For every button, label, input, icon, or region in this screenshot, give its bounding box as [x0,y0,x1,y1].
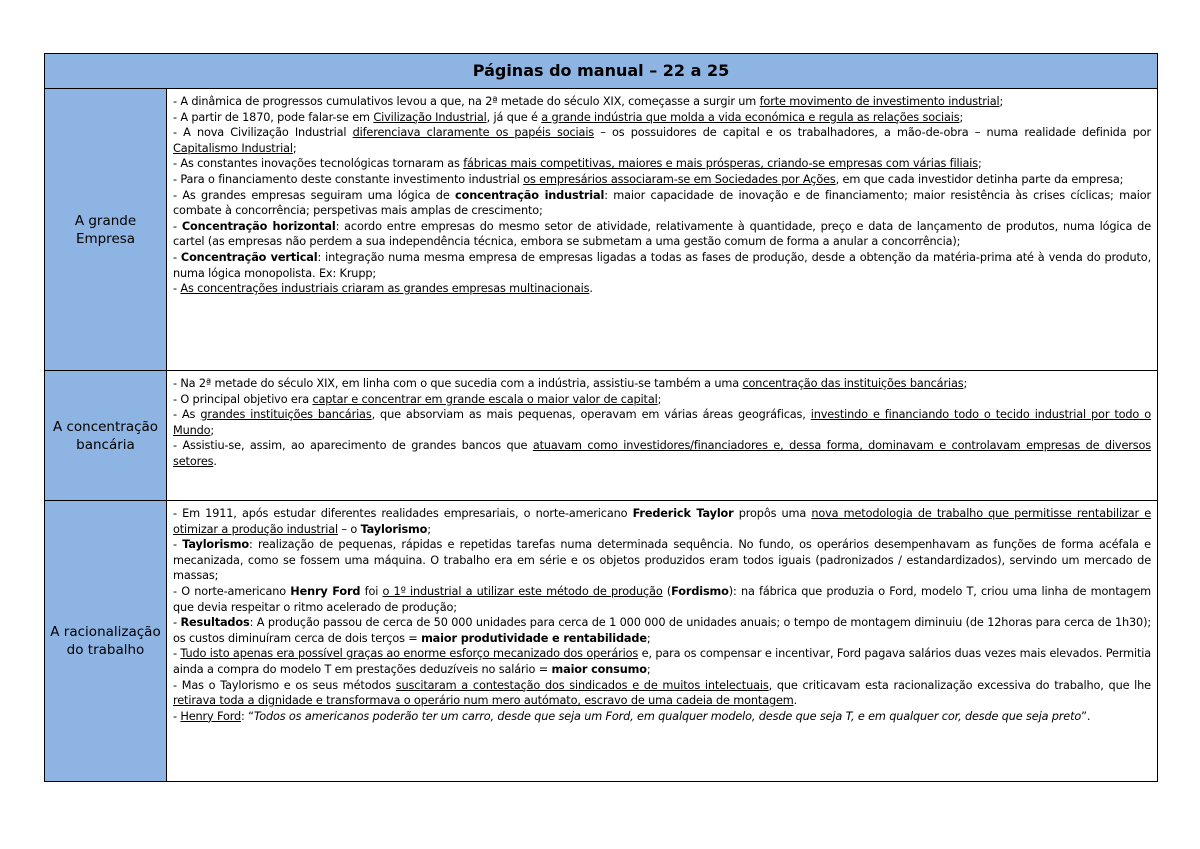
section-content [167,501,1157,781]
bullet-line [173,392,1151,408]
text-run: ; [646,631,651,645]
text-run: Resultados [180,616,250,630]
text-run: : realização de pequenas, rápidas e repetidas tarefas numa determinada sequência. No fundo, os operários desempenhavam as funções de forma acéfala e mecanizada, como se fossem uma máquina. O trabalho era em série e os objetos produzidos eram todos iguais (padronizados / estandardizados), servindo um mercado de massas; [173,538,1151,583]
text-run: ”. [1081,709,1091,723]
text-run: - [173,616,181,630]
text-run: - Mas o Taylorismo e os seus métodos [173,678,396,692]
text-run: - As constantes inovações tecnológicas tornaram as [173,157,464,171]
text-run: : integração numa mesma empresa de empresas ligadas a todas as fases de produção, desde a obtenção da matéria-prima até à venda do produto, numa lógica monopolista. Ex: Krupp; [173,250,1152,280]
text-run: ; [210,423,215,437]
text-run: : A produção passou de cerca de 50 000 unidades para cerca de 1 000 000 de unidades anuais; o tempo de montagem diminuiu (de 12horas para cerca de 1h30); os custos diminuíram cerca de dois terços = [173,616,1151,645]
text-run: ; [292,141,297,155]
text-run: - [173,282,181,296]
text-run: Tudo isto apenas era possível graças ao enorme esforço mecanizado dos operários [180,647,639,661]
text-run: - Em 1911, após estudar diferentes realidades empresariais, o norte-americano [173,507,633,520]
section-content [167,371,1157,500]
section-label: A grande Empresa [45,89,167,370]
text-run: Taylorismo [182,538,249,552]
text-run: ; [999,95,1004,108]
text-run: - [173,250,181,264]
bullet-line [173,506,1151,537]
text-run: nova metodologia de trabalho que permitisse rentabilizar e otimizar a produção industrial [173,507,1152,536]
bullet-line [173,110,1151,126]
text-run: concentração das instituições bancárias [742,377,964,390]
text-run: investindo e financiando todo o tecido industrial por todo o Mundo [173,408,1151,437]
bullet-line [173,438,1151,469]
text-run: . [793,694,798,708]
text-run: ; [427,522,431,536]
bullet-line [173,219,1151,250]
table-title: Páginas do manual – 22 a 25 [45,54,1157,89]
bullet-line [173,376,1151,392]
text-run: - A dinâmica de progressos cumulativos levou a que, na 2ª metade do século XIX, começasse a surgir um [173,95,760,108]
section-content [167,89,1157,370]
text-run: : acordo entre empresas do mesmo setor de atividade, relativamente à quantidade, preço e data de lançamento de produtos, numa lógica de cartel (as empresas não perdem a sua independência técnica, embora se submetam a uma gestão comum de forma a anular a concorrência); [173,219,1151,249]
bullet-line [173,94,1151,110]
text-run: propôs uma [733,507,812,520]
text-run: diferenciava claramente os papéis sociais [352,126,595,140]
text-run: As concentrações industriais criaram as grandes empresas multinacionais [180,282,590,296]
section-row-grande-empresa [45,89,1157,371]
text-run: Henry Ford [290,584,361,598]
text-run: grandes instituições bancárias [200,408,372,422]
bullet-line [173,250,1151,281]
text-run: Todos os americanos poderão ter um carro, desde que seja um Ford, em qualquer modelo, desde que seja T, e em qualquer cor, desde que seja preto [253,709,1082,723]
section-label: A concentração bancária [45,371,167,500]
text-run: - Assistiu-se, assim, ao aparecimento de grandes bancos que [173,439,533,453]
bullet-line [173,584,1151,615]
text-run: Taylorismo [360,522,428,536]
text-run: concentração industrial [455,188,605,202]
text-run: suscitaram a contestação dos sindicados e de muitos intelectuais [395,678,769,692]
text-run: - [173,219,182,233]
text-run: ): na fábrica que produzia o Ford, modelo T, criou uma linha de montagem que devia respeitar o ritmo acelerado de produção; [173,584,1151,614]
text-run: , que absorviam as mais pequenas, operavam em várias áreas geográficas, [371,408,811,422]
text-run: foi [360,584,383,598]
bullet-line [173,646,1151,677]
text-run: atuavam como investidores/financiadores e, dessa forma, dominavam e controlavam empresas de diversos setores [173,439,1151,468]
text-run: e, para os compensar e incentivar, Ford pagava salários duas vezes mais elevados. Permitia ainda a compra do modelo T em prestações deduzíveis no salário = [173,647,1152,676]
text-run: captar e concentrar em grande escala o maior valor de capital [312,392,658,406]
text-run: - [173,647,181,661]
text-run: : maior capacidade de inovação e de financiamento; maior resistência às crises cíclicas; maior combate à concorrência; perspetivas mais amplas de crescimento; [173,188,1151,218]
bullet-line [173,156,1151,172]
section-row-racionalizacao-trabalho [45,501,1157,781]
bullet-line [173,709,1151,725]
bullet-line [173,537,1151,584]
text-run: ; [646,662,651,676]
text-run: Fordismo [671,584,729,598]
text-run: - [173,538,183,552]
text-run: Concentração vertical [180,250,318,264]
text-run: Capitalismo Industrial [173,141,293,155]
bullet-line [173,407,1151,438]
text-run: Civilização Industrial [373,110,487,124]
text-run: forte movimento de investimento industrial [759,95,1000,108]
bullet-line [173,125,1151,156]
text-run: - Para o financiamento deste constante investimento industrial [173,172,524,186]
text-run: - As [173,408,201,422]
section-label: A racionalização do trabalho [45,501,167,781]
text-run: ; [977,157,982,171]
text-run: Concentração horizontal [181,219,336,233]
text-run: ; [959,110,964,124]
text-run: - A nova Civilização Industrial [173,126,353,140]
bullet-line [173,172,1151,188]
text-run: retirava toda a dignidade e transformava o operário num mero autómato, escravo de uma cadeia de montagem [173,694,794,708]
text-run: maior produtividade e rentabilidade [421,631,647,645]
text-run: – o [337,522,361,536]
text-run: - As grandes empresas seguiram uma lógica de [173,188,456,202]
text-run: ( [662,584,672,598]
text-run: - O principal objetivo era [173,392,313,406]
text-run: fábricas mais competitivas, maiores e mais prósperas, criando-se empresas com várias filiais [463,157,978,171]
text-run: , em que cada investidor detinha parte da empresa; [835,172,1124,186]
text-run: maior consumo [551,662,647,676]
text-run: : “ [241,709,254,723]
bullet-line [173,678,1151,709]
text-run: – os possuidores de capital e os trabalhadores, a mão-de-obra – numa realidade definida por [594,126,1151,140]
bullet-line [173,281,1151,297]
text-run: - Na 2ª metade do século XIX, em linha com o que sucedia com a indústria, assistiu-se também a uma [173,377,743,390]
text-run: ; [963,377,968,390]
text-run: . [589,282,593,296]
summary-table [44,53,1158,782]
text-run: - A partir de 1870, pode falar-se em [173,110,374,124]
text-run: - [173,709,181,723]
text-run: . [213,454,217,468]
text-run: Frederick Taylor [632,507,734,520]
bullet-line [173,615,1151,646]
text-run: os empresários associaram-se em Sociedades por Ações [523,172,836,186]
text-run: Henry Ford [180,709,242,723]
section-row-concentracao-bancaria [45,371,1157,501]
text-run: , que criticavam esta racionalização excessiva do trabalho, que lhe [768,678,1151,692]
text-run: o 1º industrial a utilizar este método de produção [382,584,663,598]
text-run: ; [657,392,662,406]
text-run: a grande indústria que molda a vida económica e regula as relações sociais [541,110,960,124]
bullet-line [173,188,1151,219]
text-run: , já que é [486,110,542,124]
text-run: - O norte-americano [173,584,291,598]
